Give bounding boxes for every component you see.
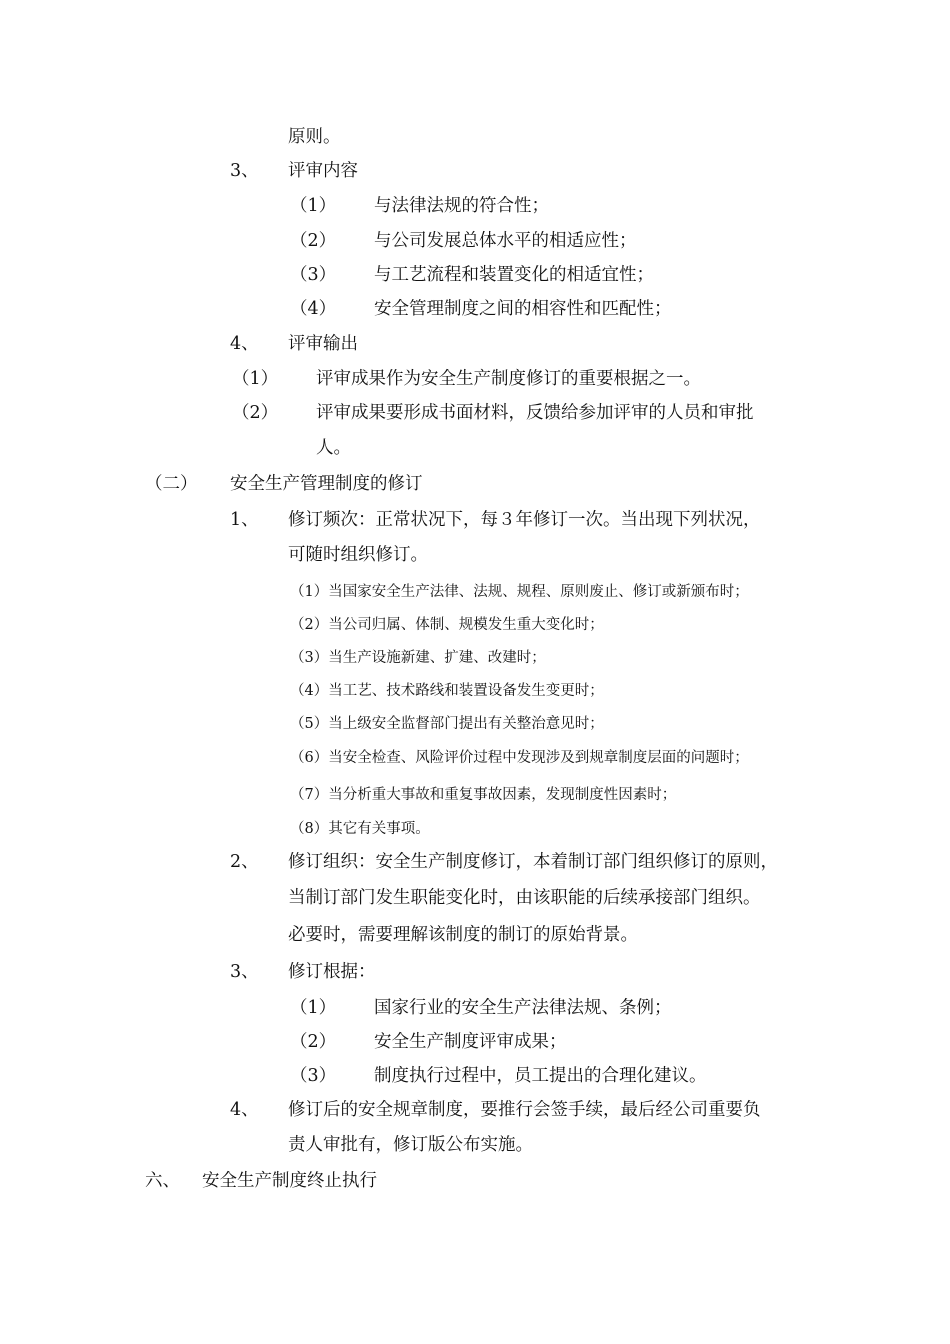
item-number: （1）	[290, 998, 337, 1018]
item-number: （1）	[290, 196, 337, 216]
section-heading: 评审内容	[288, 161, 358, 181]
list-item-text: 评审成果要形成书面材料，反馈给参加评审的人员和审批	[316, 403, 754, 423]
section-heading: 修订根据：	[288, 962, 376, 982]
item-number: 1、	[230, 510, 259, 530]
sub-list-item: （6）当安全检查、风险评价过程中发现涉及到规章制度层面的问题时；	[290, 750, 749, 766]
list-item-text: 国家行业的安全生产法律法规、条例；	[374, 998, 672, 1018]
item-number: 六、	[145, 1171, 180, 1191]
item-number: 4、	[230, 1100, 259, 1120]
item-number: （2）	[290, 1032, 337, 1052]
paragraph-text: 修订后的安全规章制度，要推行会签手续，最后经公司重要负	[288, 1100, 761, 1120]
section-heading: 评审输出	[288, 334, 358, 354]
list-item-text: 安全生产制度评审成果；	[374, 1032, 567, 1052]
item-number: （2）	[232, 403, 279, 423]
sub-list-item: （7）当分析重大事故和重复事故因素，发现制度性因素时；	[290, 787, 677, 803]
sub-list-item: （3）当生产设施新建、扩建、改建时；	[290, 650, 546, 666]
item-number: （2）	[290, 231, 337, 251]
item-number: 3、	[230, 161, 259, 181]
chapter-heading: 安全生产制度终止执行	[202, 1171, 377, 1191]
list-item-text: 与公司发展总体水平的相适应性；	[374, 231, 637, 251]
item-number: 3、	[230, 962, 259, 982]
item-number: （4）	[290, 299, 337, 319]
sub-list-item: （4）当工艺、技术路线和装置设备发生变更时；	[290, 683, 604, 699]
paragraph-text-continued: 责人审批有，修订版公布实施。	[288, 1135, 533, 1155]
list-item-text: 与法律法规的符合性；	[374, 196, 549, 216]
paragraph-text: 修订频次：正常状况下，每３年修订一次。当出现下列状况，	[288, 510, 761, 530]
sub-list-item: （1）当国家安全生产法律、法规、规程、原则废止、修订或新颁布时；	[290, 584, 749, 600]
sub-list-item: （2）当公司归属、体制、规模发生重大变化时；	[290, 617, 604, 633]
paragraph-text-continued: 可随时组织修订。	[288, 545, 428, 565]
text-line: 原则。	[288, 127, 341, 147]
list-item-text: 安全管理制度之间的相容性和匹配性；	[374, 299, 672, 319]
list-item-text: 评审成果作为安全生产制度修订的重要根据之一。	[316, 369, 701, 389]
item-number: 4、	[230, 334, 259, 354]
item-number: （二）	[145, 474, 198, 494]
section-heading: 安全生产管理制度的修订	[230, 474, 423, 494]
paragraph-text-continued: 必要时，需要理解该制度的制订的原始背景。	[288, 925, 638, 945]
item-number: （1）	[232, 369, 279, 389]
list-item-text: 制度执行过程中，员工提出的合理化建议。	[374, 1066, 707, 1086]
paragraph-text-continued: 当制订部门发生职能变化时，由该职能的后续承接部门组织。	[288, 888, 761, 908]
item-number: 2、	[230, 852, 259, 872]
list-item-text-continued: 人。	[316, 438, 351, 458]
item-number: （3）	[290, 1066, 337, 1086]
item-number: （3）	[290, 265, 337, 285]
paragraph-text: 修订组织：安全生产制度修订，本着制订部门组织修订的原则，	[288, 852, 778, 872]
sub-list-item: （8）其它有关事项。	[290, 821, 430, 837]
list-item-text: 与工艺流程和装置变化的相适宜性；	[374, 265, 654, 285]
sub-list-item: （5）当上级安全监督部门提出有关整治意见时；	[290, 716, 604, 732]
